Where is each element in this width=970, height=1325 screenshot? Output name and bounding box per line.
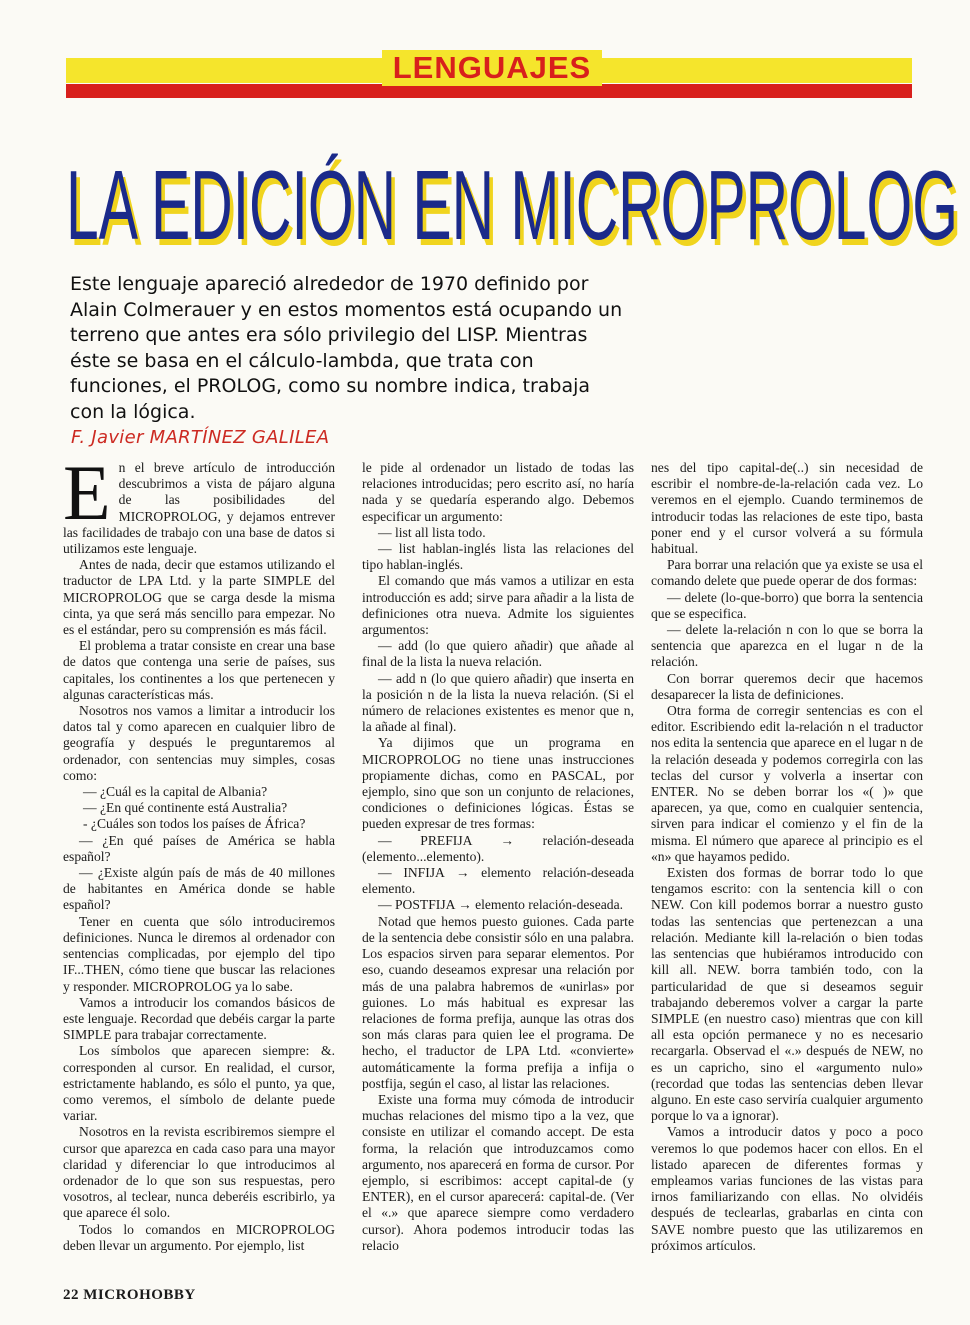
question-item: — ¿En qué continente está Australia? [83, 800, 288, 816]
paragraph: Otra forma de corregir sentencias es con el editor. Escribiendo edit la-relación n el traductor nos edita la sentencia que aparece en el lugar n de la relación deseada y podemos corregirla con las teclas del cursor y volverla a insertar con ENTER. No se deben borrar los «( )» que aparecen, ya que, como en cualquier sentencia, sirven para indicar el comienzo y el fin de la misma. El número que aparece al principio es el «n» que hayamos pedido. [651, 703, 923, 864]
article-author: F. Javier MARTÍNEZ GALILEA [71, 427, 330, 448]
column-1 [63, 449, 335, 1254]
command-item: — add (lo que quiero añadir) que añade al final de la lista la nueva relación. [362, 638, 634, 670]
page-footer: 22 MICROHOBBY [63, 1287, 196, 1303]
question-item: — ¿En qué países de América se habla español? [63, 832, 335, 864]
command-item: — list hablan-inglés lista las relaciones del tipo hablan-inglés. [362, 541, 634, 573]
paragraph: El problema a tratar consiste en crear una base de datos que contenga una serie de países, sus capitales, los continentes a los que pertenecen y algunas características más. [63, 638, 335, 702]
command-item: — delete (lo-que-borro) que borra la sentencia que se especifica. [651, 589, 923, 621]
article-title-text: LA EDICIÓN EN MICROPROLOG [66, 150, 958, 260]
command-item: — delete la-relación n con lo que se borra la sentencia que aparezca en el lugar n de la relación. [651, 622, 923, 670]
paragraph: Notad que hemos puesto guiones. Cada parte de la sentencia debe consistir sólo en una palabra. Los espacios sirven para separar elementos. Por eso, cuando deseamos expresar una relación por más de una palabra habremos de «unirlas» por guiones. Lo más habitual es expresar las relaciones de forma prefija, aunque las otras dos son más claras para quien lee el programa. De hecho, el traductor de LPA Ltd. «convierte» automáticamente la forma prefija a infija o postfija, según el caso, al listar las relaciones. [362, 913, 634, 1091]
paragraph: El comando que más vamos a utilizar en esta introducción es add; sirve para añadir a la lista de definiciones otra nueva. Admite los siguientes argumentos: [362, 573, 634, 638]
paragraph: Vamos a introducir los comandos básicos de este lenguaje. Recordad que debéis cargar la parte SIMPLE para trabajar correctamente. [63, 994, 335, 1043]
column-3 [651, 460, 923, 1254]
paragraph: Existen dos formas de borrar todo lo que tengamos escrito: con la sentencia kill o con NEW. Con kill podemos borrar a nuestro gusto todas las sentencias que pertenezcan a una relación. Mediante kill la-relación o bien todas las sentencias que hubiéramos introducido con kill all. NEW. borra también todo, con la particularidad de que si deseamos seguir trabajando deberemos volver a cargar la parte SIMPLE (en nuestro caso) mientras que con kill all esta opción permanece y no es necesario recargarla. Observad el «.» después de NEW, no es un capricho, sino el «argumento nulo» (recordad que todas las sentencias deben llevar alguno. En este caso serviría cualquier argumento porque lo va a ignorar). [651, 865, 923, 1124]
paragraph: Vamos a introducir datos y poco a poco veremos lo que podemos hacer con ellos. En el listado aparecen de diferentes formas y empleamos varias funciones de las vistas para irnos familiarizando con ellas. No olvidéis después de teclearlas, grabarlas en cinta con SAVE nombre puesto que las utilizaremos en próximos artículos. [651, 1124, 923, 1253]
question-item: — ¿Cuál es la capital de Albania? [83, 784, 268, 800]
section-label: LENGUAJES [382, 50, 602, 86]
paragraph: Los símbolos que aparecen siempre: &. corresponden al cursor. En realidad, el cursor, estrictamente hablando, es sólo el punto, ya que, como veremos, el símbolo de delante puede variar. [63, 1043, 335, 1124]
paragraph: Con borrar queremos decir que hacemos desaparecer la lista de definiciones. [651, 670, 923, 702]
command-item: — list all lista todo. [378, 524, 486, 540]
paragraph: Existe una forma muy cómoda de introducir muchas relaciones del mismo tipo a la vez, que consiste en utilizar el comando accept. De esta forma, la relación que introduzcamos como argumento, nos aparecerá en forma de cursor. Por ejemplo, si escribimos: accept capital-de (y ENTER), en el cursor aparecerá: capital-de. (Ver el «.» que aparece siempre como verdadero cursor). Ahora podemos introducir todas las relacio [362, 1091, 634, 1253]
paragraph: En el breve artículo de introducción descubrimos a vista de pájaro alguna de las posibilidades del MICROPROLOG, y dejamos entrever las facilidades de trabajo con una base de datos si utilizamos este lenguaje. [63, 449, 335, 557]
form-item: — PREFIJA → relación-deseada (elemento...elemento). [362, 832, 634, 864]
paragraph: Antes de nada, decir que estamos utilizando el traductor de LPA Ltd. y la parte SIMPLE del MICROPROLOG que se carga desde la misma cinta, ya que será más sencillo para empezar. No es el estándar, pero su comprensión es más fácil. [63, 557, 335, 638]
header-band-red [66, 84, 912, 98]
drop-cap: E [63, 449, 111, 536]
question-item: - ¿Cuáles son todos los países de África? [83, 816, 306, 832]
paragraph: Todos lo comandos en MICROPROLOG deben llevar un argumento. Por ejemplo, list [63, 1221, 335, 1253]
question-item: — ¿Existe algún país de más de 40 millones de habitantes en América donde se hable español? [63, 865, 335, 913]
column-2 [362, 460, 634, 1254]
paragraph: Nosotros en la revista escribiremos siempre el cursor que aparezca en cada caso para una mayor claridad y diferenciar lo que introducimos al ordenador de lo que son sus respuestas, pero vosotros, al teclear, nunca deberéis escribirlo, ya que aparece él solo. [63, 1124, 335, 1221]
paragraph: Nosotros nos vamos a limitar a introducir los datos tal y como aparecen en cualquier libro de geografía y después le preguntaremos al ordenador, con sentencias muy simples, cosas como: [63, 703, 335, 783]
paragraph: Para borrar una relación que ya existe se usa el comando delete que puede operar de dos formas: [651, 557, 923, 589]
command-item: — add n (lo que quiero añadir) que inserta en la posición n de la lista la nueva relación. (Si el número de relaciones existentes es menor que n, la añade al final). [362, 670, 634, 735]
paragraph: nes del tipo capital-de(..) sin necesidad de escribir el nombre-de-la-relación cada vez. Lo veremos en el ejemplo. Cuando terminemos de introducir todas las relaciones de este tipo, basta poner end y el cursor volverá a su fórmula habitual. [651, 460, 923, 557]
form-item: — INFIJA → elemento relación-deseada elemento. [362, 865, 634, 897]
article-intro: Este lenguaje apareció alrededor de 1970 definido por Alain Colmerauer y en estos momentos está ocupando un terreno que antes era sólo privilegio del LISP. Mientras éste se basa en el cálculo-lambda, que trata con funciones, el PROLOG, como su nombre indica, trabaja con la lógica. [70, 273, 623, 423]
paragraph: Ya dijimos que un programa en MICROPROLOG no tiene unas instrucciones propiamente dichas, como en PASCAL, por ejemplo, sino que son un conjunto de relaciones, condiciones o definiciones lógicas. Éstas se pueden expresar de tres formas: [362, 735, 634, 832]
paragraph: Tener en cuenta que sólo introduciremos definiciones. Nunca le diremos al ordenador con sentencias complicadas, por ejemplo del tipo IF...THEN, cómo tiene que buscar las relaciones y responder. MICROPROLOG ya lo sabe. [63, 913, 335, 994]
form-item: — POSTFIJA → elemento relación-deseada. [378, 897, 624, 913]
paragraph: le pide al ordenador un listado de todas las relaciones introducidas; pero escrito así, no haría nada y se quedaría esperando algo. Debemos especificar un argumento: [362, 460, 634, 524]
article-title [66, 150, 958, 260]
